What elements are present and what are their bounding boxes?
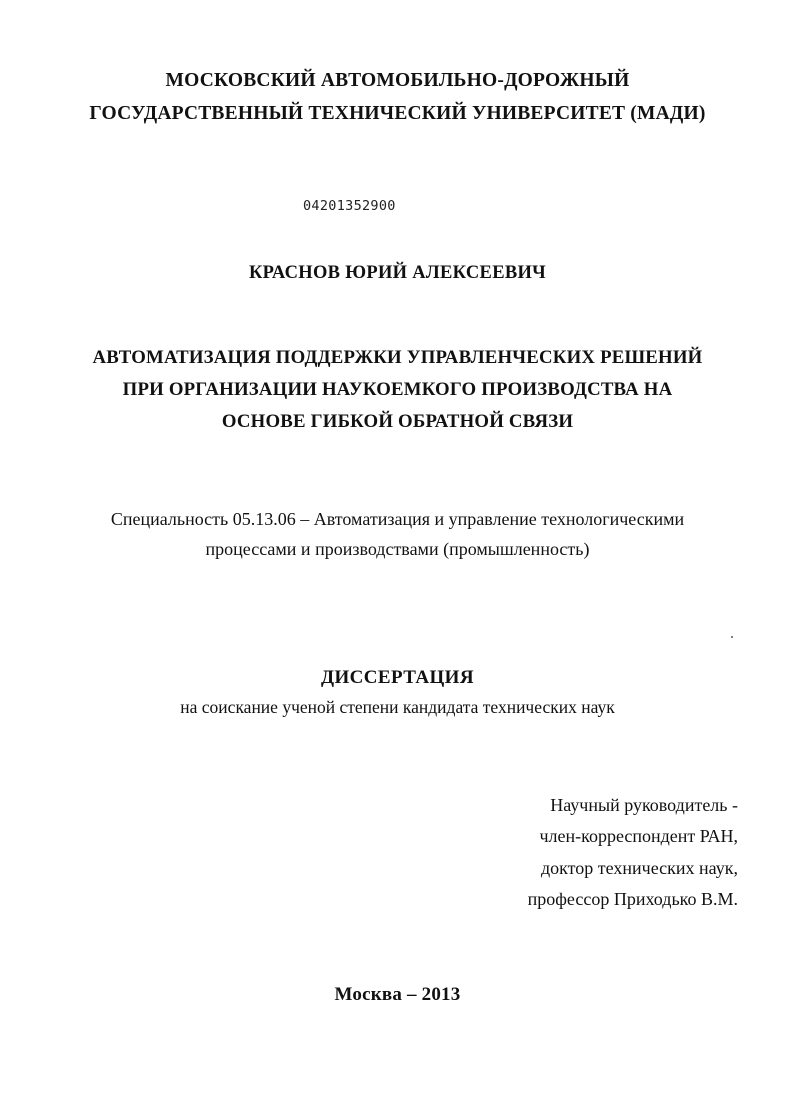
author-name: КРАСНОВ ЮРИЙ АЛЕКСЕЕВИЧ — [248, 263, 547, 283]
institution-line-1: МОСКОВСКИЙ АВТОМОБИЛЬНО-ДОРОЖНЫЙ — [165, 70, 630, 91]
supervisor-line-1: Научный руководитель - — [550, 795, 738, 815]
specialty-line-1: Специальность 05.13.06 – Автоматизация и управление технологическими — [110, 509, 685, 529]
degree-line: на соискание ученой степени кандидата технических наук — [180, 697, 615, 717]
institution-line-2: ГОСУДАРСТВЕННЫЙ ТЕХНИЧЕСКИЙ УНИВЕРСИТЕТ (МАДИ) — [89, 103, 706, 124]
supervisor-line-3: доктор технических наук, — [541, 858, 738, 878]
dissertation-title-line-2: ПРИ ОРГАНИЗАЦИИ НАУКОЕМКОГО ПРОИЗВОДСТВА НА — [122, 379, 673, 400]
specialty-line-2: процессами и производствами (промышленность) — [205, 539, 590, 559]
city-year: Москва – 2013 — [334, 984, 461, 1005]
dissertation-title-line-3: ОСНОВЕ ГИБКОЙ ОБРАТНОЙ СВЯЗИ — [221, 411, 574, 432]
scan-speck — [731, 636, 733, 638]
supervisor-line-4: профессор Приходько В.М. — [527, 889, 738, 909]
registration-code: 04201352900 — [303, 198, 396, 214]
dissertation-title-line-1: АВТОМАТИЗАЦИЯ ПОДДЕРЖКИ УПРАВЛЕНЧЕСКИХ РЕШЕНИЙ — [92, 347, 703, 368]
supervisor-line-2: член-корреспондент РАН, — [539, 826, 738, 846]
document-type: ДИССЕРТАЦИЯ — [321, 667, 474, 688]
